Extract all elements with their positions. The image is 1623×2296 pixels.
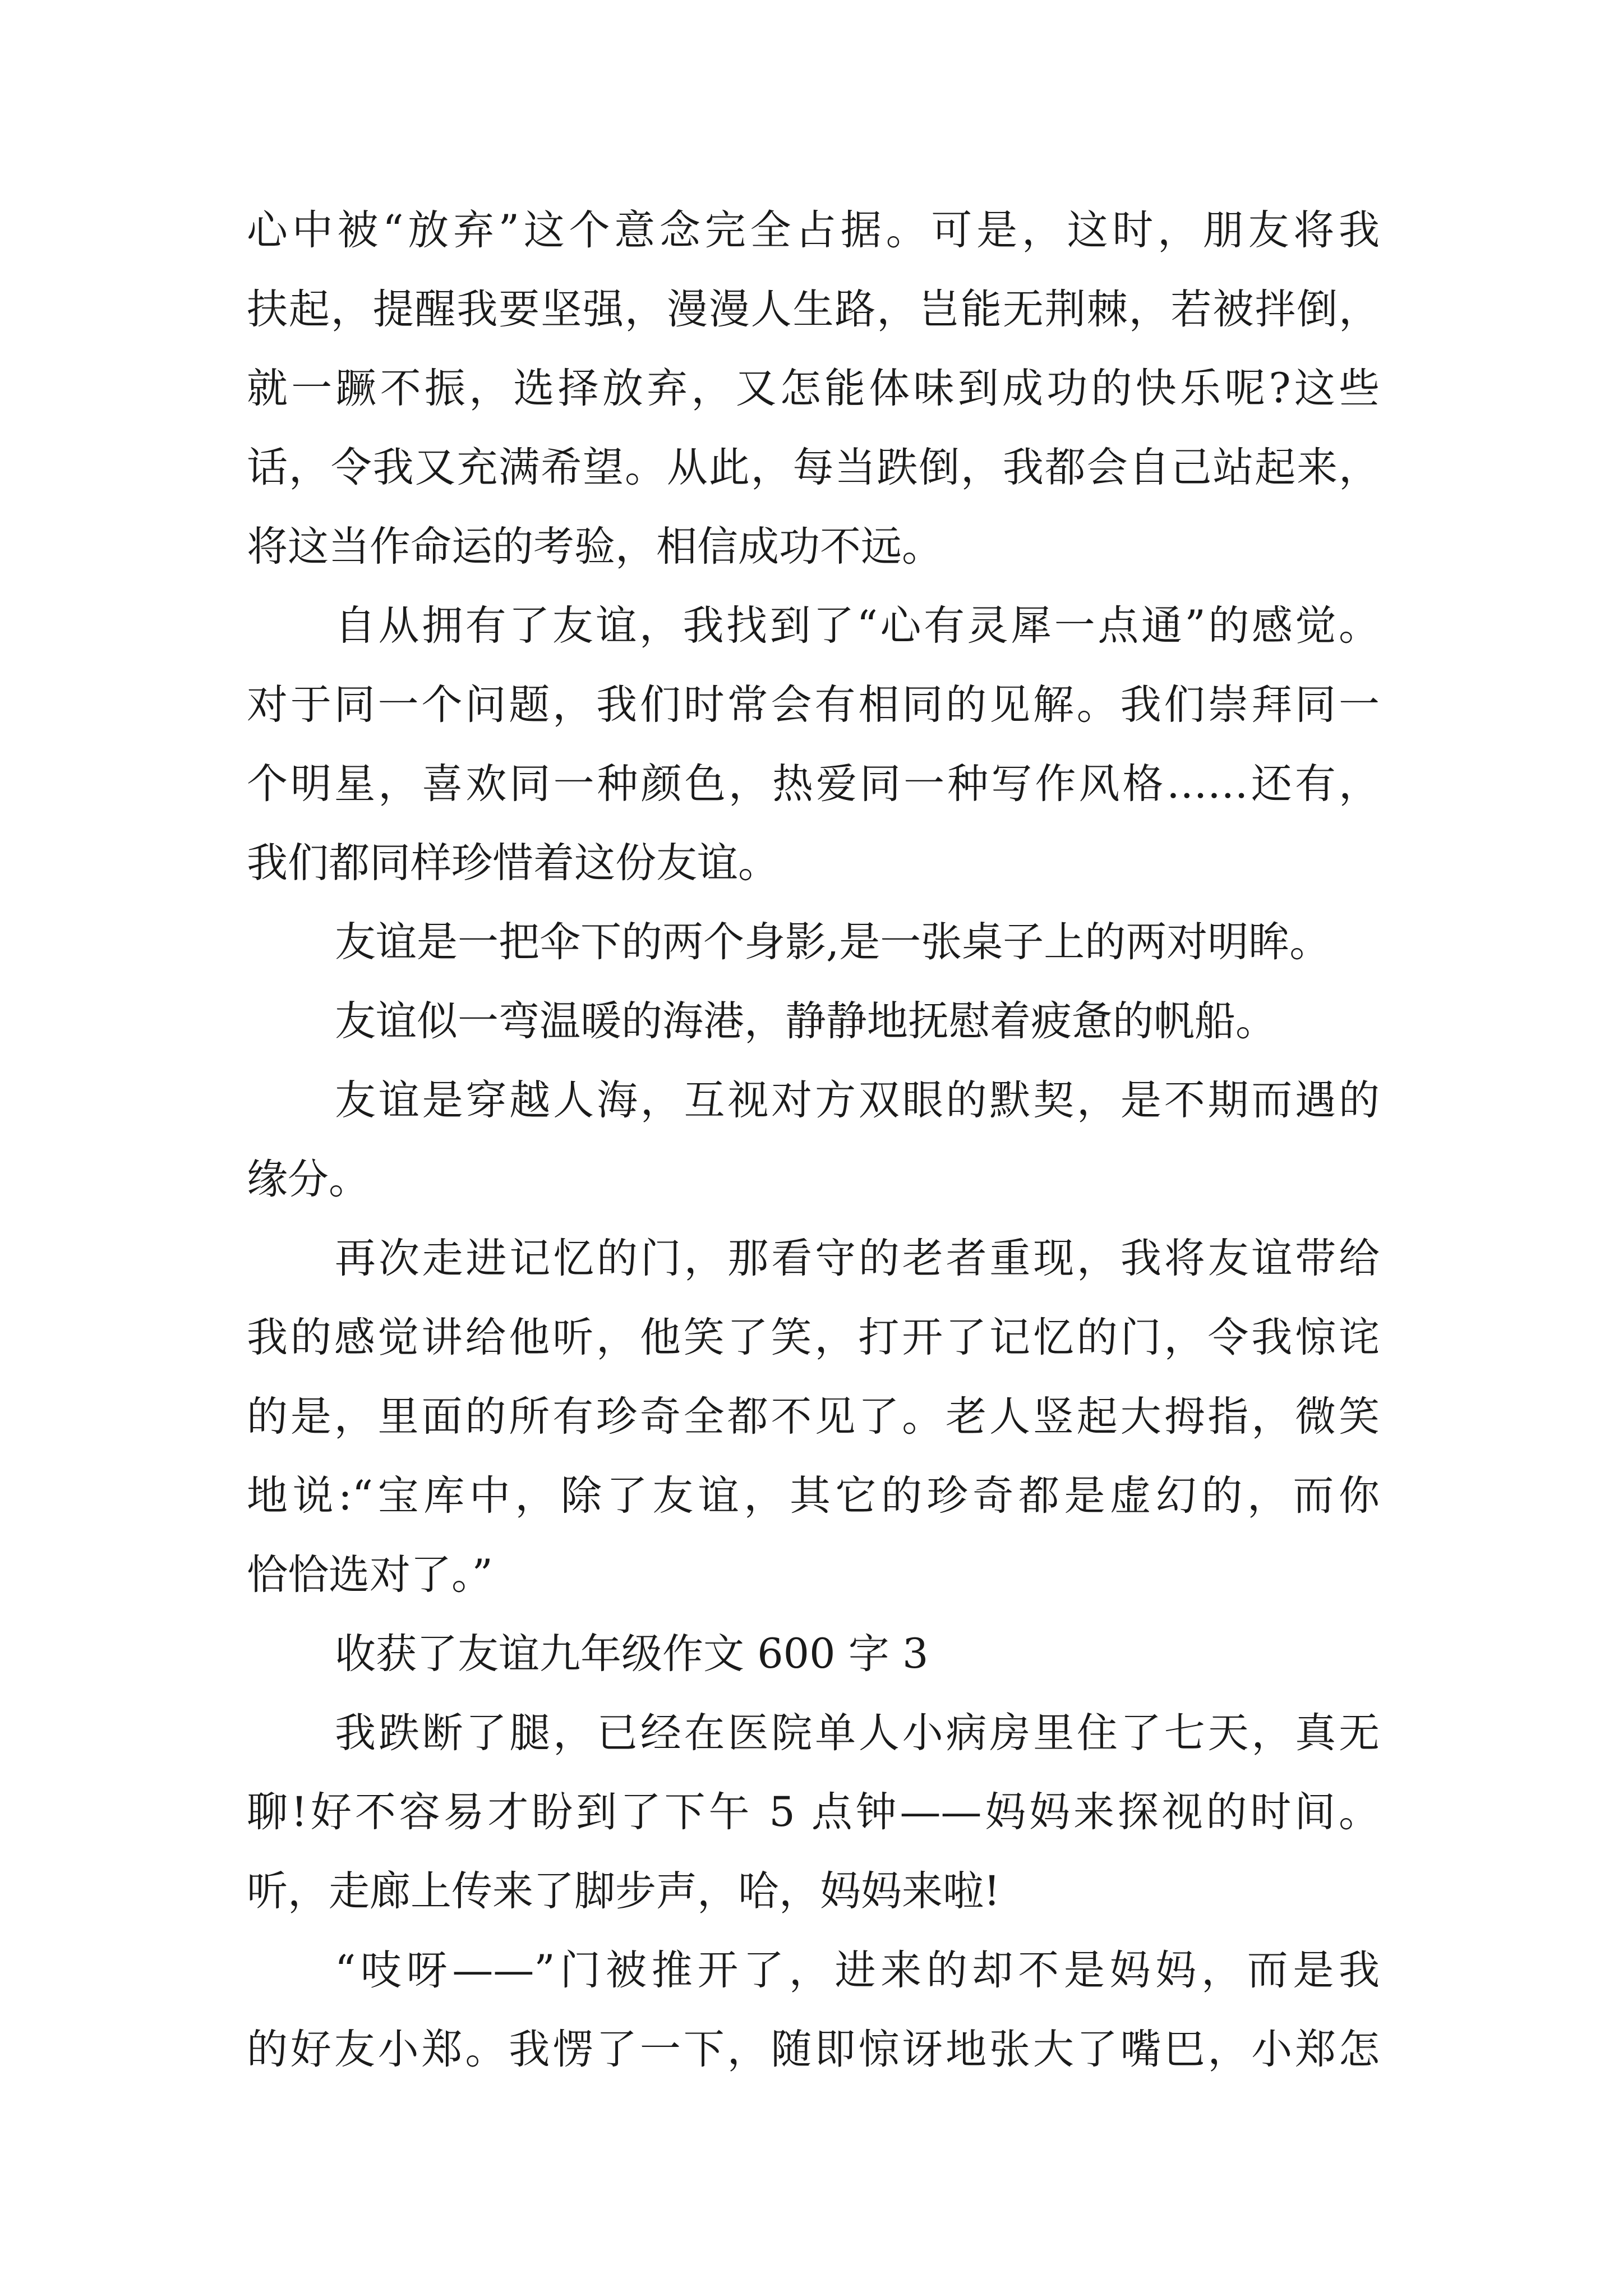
text-line: 友谊是穿越人海，互视对方双眼的默契，是不期而遇的 bbox=[335, 1076, 1380, 1124]
text-line: 对于同一个问题，我们时常会有相同的见解。我们崇拜同一 bbox=[247, 681, 1380, 729]
text-line: 缘分。 bbox=[247, 1156, 370, 1203]
text-line: 听，走廊上传来了脚步声，哈，妈妈来啦! bbox=[247, 1867, 1000, 1915]
text-line: 的是，里面的所有珍奇全都不见了。老人竖起大拇指，微笑 bbox=[247, 1393, 1380, 1441]
text-line: 我的感觉讲给他听，他笑了笑，打开了记忆的门，令我惊诧 bbox=[247, 1314, 1380, 1361]
text-line: 心中被“放弃”这个意念完全占据。可是，这时，朋友将我 bbox=[247, 206, 1380, 254]
text-line: 将这当作命运的考验，相信成功不远。 bbox=[247, 523, 943, 570]
text-line: 话，令我又充满希望。从此，每当跌倒，我都会自己站起来， bbox=[247, 444, 1380, 491]
text-line: 自从拥有了友谊，我找到了“心有灵犀一点通”的感觉。 bbox=[335, 602, 1380, 650]
text-line: 聊!好不容易才盼到了下午 5 点钟——妈妈来探视的时间。 bbox=[247, 1788, 1380, 1836]
text-line: 友谊似一弯温暖的海港，静静地抚慰着疲惫的帆船。 bbox=[335, 997, 1276, 1045]
text-line: 的好友小郑。我愣了一下，随即惊讶地张大了嘴巴，小郑怎 bbox=[247, 2026, 1380, 2073]
essay-body bbox=[247, 191, 1380, 2089]
text-line: “吱呀——”门被推开了，进来的却不是妈妈，而是我 bbox=[335, 1947, 1380, 1994]
text-line: 个明星，喜欢同一种颜色，热爱同一种写作风格……还有， bbox=[247, 760, 1380, 808]
text-line: 地说:“宝库中，除了友谊，其它的珍奇都是虚幻的，而你 bbox=[247, 1472, 1380, 1520]
text-line: 我跌断了腿，已经在医院单人小病房里住了七天，真无 bbox=[335, 1709, 1380, 1757]
text-line: 恰恰选对了。” bbox=[247, 1551, 493, 1599]
text-line: 就一蹶不振，选择放弃，又怎能体味到成功的快乐呢?这些 bbox=[247, 365, 1380, 412]
text-line: 再次走进记忆的门，那看守的老者重现，我将友谊带给 bbox=[335, 1235, 1380, 1282]
text-line: 我们都同样珍惜着这份友谊。 bbox=[247, 839, 779, 887]
text-line: 扶起，提醒我要坚强，漫漫人生路，岂能无荆棘，若被拌倒， bbox=[247, 286, 1380, 333]
section-heading: 收获了友谊九年级作文 600 字 3 bbox=[335, 1630, 929, 1678]
text-line: 友谊是一把伞下的两个身影,是一张桌子上的两对明眸。 bbox=[335, 918, 1331, 966]
